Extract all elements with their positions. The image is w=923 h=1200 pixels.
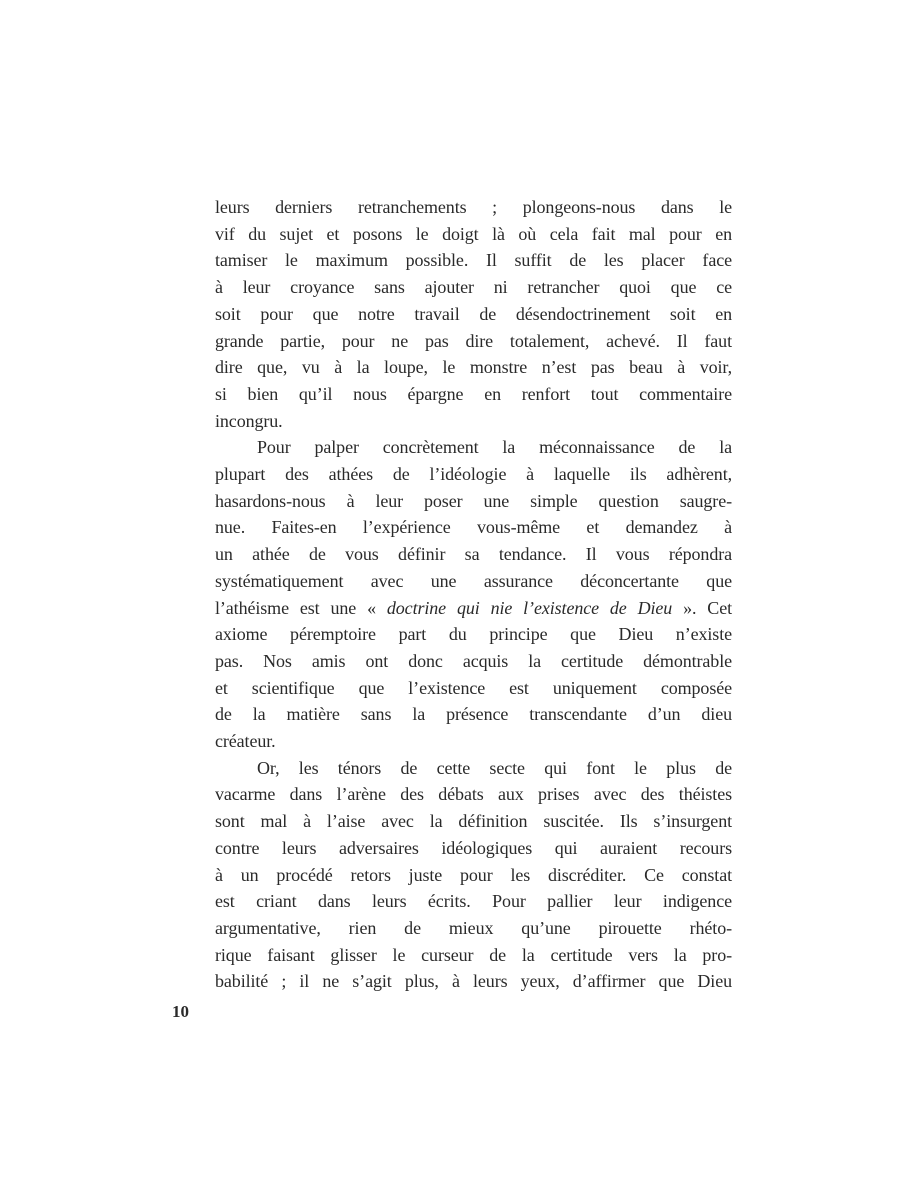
text-line: à un procédé retors juste pour les discréditer. Ce constat: [215, 864, 732, 885]
text-line: sont mal à l’aise avec la définition suscitée. Ils s’insurgent: [215, 811, 732, 832]
text-line: systématiquement avec une assurance déconcertante que: [215, 570, 732, 591]
text-line: dire que, vu à la loupe, le monstre n’est pas beau à voir,: [215, 357, 732, 378]
text-line: un athée de vous définir sa tendance. Il vous répondra: [215, 544, 732, 565]
text-line: plupart des athées de l’idéologie à laquelle ils adhèrent,: [215, 464, 732, 485]
text-line: babilité ; il ne s’agit plus, à leurs yeux, d’affirmer que Dieu: [215, 971, 732, 992]
text-line: est criant dans leurs écrits. Pour pallier leur indigence: [215, 891, 732, 912]
text-line: créateur.: [215, 731, 276, 752]
text-line: tamiser le maximum possible. Il suffit de les placer face: [215, 250, 732, 271]
text-line: [215, 595, 732, 622]
text-line: Pour palper concrètement la méconnaissance de la: [257, 437, 732, 458]
text-line: hasardons-nous à leur poser une simple question saugre-: [215, 490, 732, 511]
text-line: vif du sujet et posons le doigt là où cela fait mal pour en: [215, 223, 732, 244]
text-line: vacarme dans l’arène des débats aux prises avec des théistes: [215, 784, 732, 805]
text-line: incongru.: [215, 410, 283, 431]
paragraph: [215, 194, 732, 434]
text-line: pas. Nos amis ont donc acquis la certitude démontrable: [215, 650, 732, 671]
text-line: et scientifique que l’existence est uniquement composée: [215, 677, 732, 698]
text-line: rique faisant glisser le curseur de la certitude vers la pro-: [215, 944, 732, 965]
text-line: grande partie, pour ne pas dire totalement, achevé. Il faut: [215, 330, 732, 351]
page-text: [215, 194, 732, 995]
text-line: leurs derniers retranchements ; plongeons-nous dans le: [215, 197, 732, 217]
text-line: si bien qu’il nous épargne en renfort tout commentaire: [215, 383, 732, 404]
paragraph: [215, 434, 732, 754]
page-number: 10: [172, 1002, 189, 1021]
text-line: axiome péremptoire part du principe que Dieu n’existe: [215, 624, 732, 645]
text-line: de la matière sans la présence transcendante d’un dieu: [215, 704, 732, 725]
text-line: Or, les ténors de cette secte qui font le plus de: [257, 757, 732, 778]
paragraph: [215, 755, 732, 995]
text-segment: l’athéisme est une «: [215, 597, 387, 618]
text-line: argumentative, rien de mieux qu’une pirouette rhéto-: [215, 917, 732, 938]
text-line: à leur croyance sans ajouter ni retrancher quoi que ce: [215, 277, 732, 298]
quoted-italic-text: doctrine qui nie l’existence de Dieu: [386, 597, 673, 618]
text-line: contre leurs adversaires idéologiques qui auraient recours: [215, 837, 732, 858]
text-segment: ». Cet: [672, 597, 733, 618]
text-line: soit pour que notre travail de désendoctrinement soit en: [215, 303, 732, 324]
text-line: nue. Faites-en l’expérience vous-même et demandez à: [215, 517, 732, 538]
